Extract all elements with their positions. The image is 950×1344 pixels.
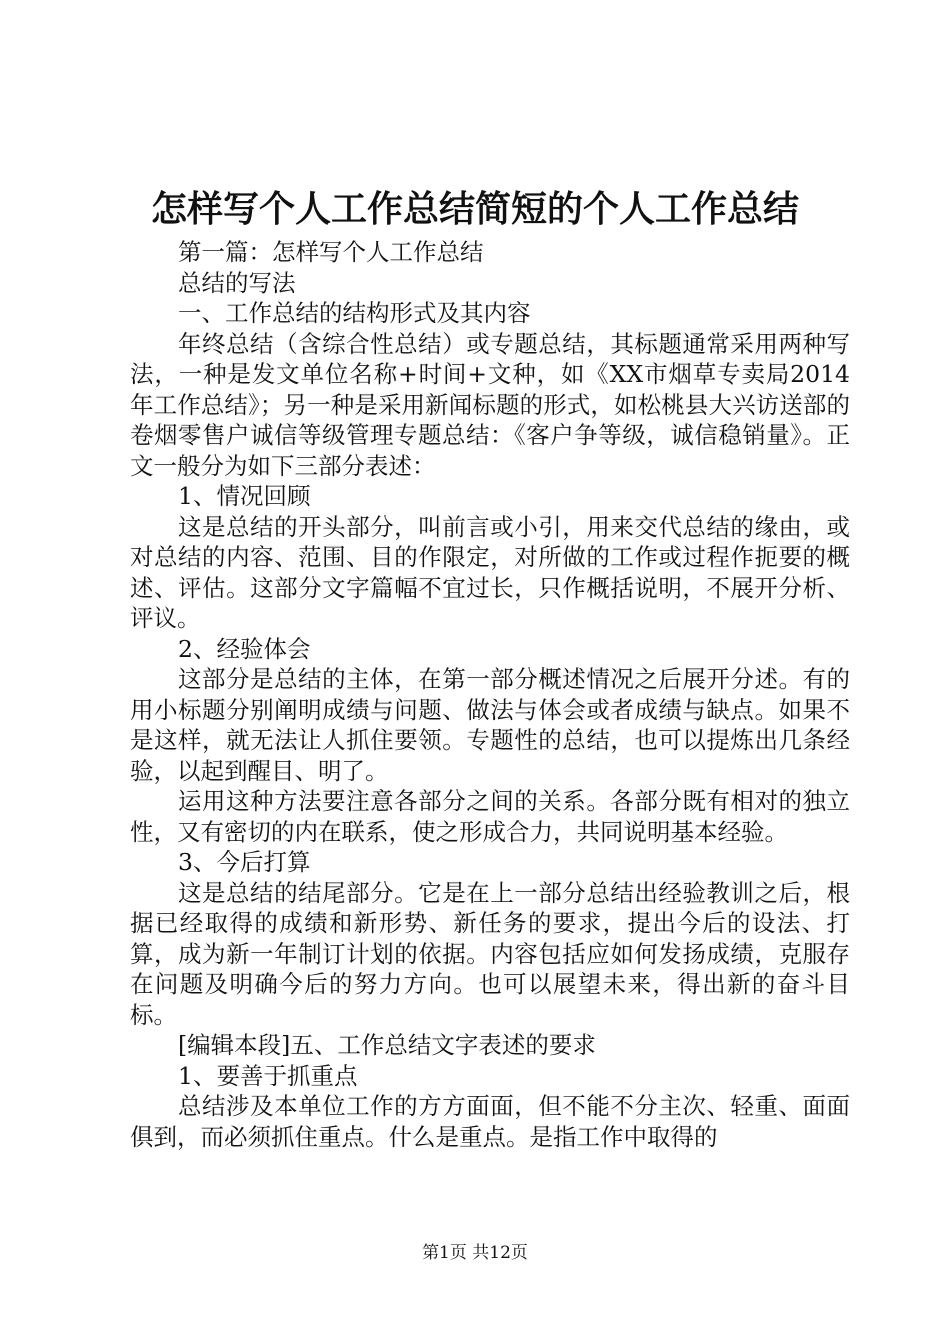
paragraph: 1、要善于抓重点: [178, 1061, 358, 1090]
paragraph: 这是总结的结尾部分。它是在上一部分总结出经验教训之后，根据已经取得的成绩和新形势、新任务的要求，提出今后的设法、打算，成为新一年制订计划的依据。内容包括应如何发扬成绩，克服存在问题及明确今后的努力方向。也可以展望未来，得出新的奋斗目标。: [130, 878, 850, 1029]
paragraph: 2、经验体会: [178, 634, 311, 663]
paragraph: 第一篇：怎样写个人工作总结: [178, 238, 484, 266]
paragraph: 1、情况回顾: [178, 482, 311, 510]
paragraph: 这是总结的开头部分，叫前言或小引，用来交代总结的缘由，或对总结的内容、范围、目的作限定，对所做的工作或过程作扼要的概述、评估。这部分文字篇幅不宜过长，只作概括说明，不展开分析、评议。: [130, 512, 850, 632]
page-number-footer: 第1页 共12页: [422, 1243, 528, 1263]
paragraph: 3、今后打算: [178, 848, 311, 876]
paragraph: 总结涉及本单位工作的方方面面，但不能不分主次、轻重、面面俱到，而必须抓住重点。什么是重点。是指工作中取得的: [130, 1092, 850, 1151]
document-title: 怎样写个人工作总结简短的个人工作总结: [150, 188, 799, 230]
paragraph: 总结的写法: [178, 268, 296, 297]
paragraph: 一、工作总结的结构形式及其内容: [178, 299, 531, 327]
paragraph: 这部分是总结的主体，在第一部分概述情况之后展开分述。有的用小标题分别阐明成绩与问题、做法与体会或者成绩与缺点。如果不是这样，就无法让人抓住要领。专题性的总结，也可以提炼出几条经验，以起到醒目、明了。: [130, 665, 850, 785]
document-body: [130, 237, 850, 1152]
paragraph: [编辑本段]五、工作总结文字表述的要求: [178, 1031, 596, 1059]
paragraph: 年终总结（含综合性总结）或专题总结，其标题通常采用两种写法，一种是发文单位名称+时间+文种，如《XX市烟草专卖局2014年工作总结》；另一种是采用新闻标题的形式，如松桃县大兴访送部的卷烟零售户诚信等级管理专题总结：《客户争等级，诚信稳销量》。正文一般分为如下三部分表述：: [130, 329, 850, 480]
paragraph: 运用这种方法要注意各部分之间的关系。各部分既有相对的独立性，又有密切的内在联系，使之形成合力，共同说明基本经验。: [130, 787, 850, 846]
